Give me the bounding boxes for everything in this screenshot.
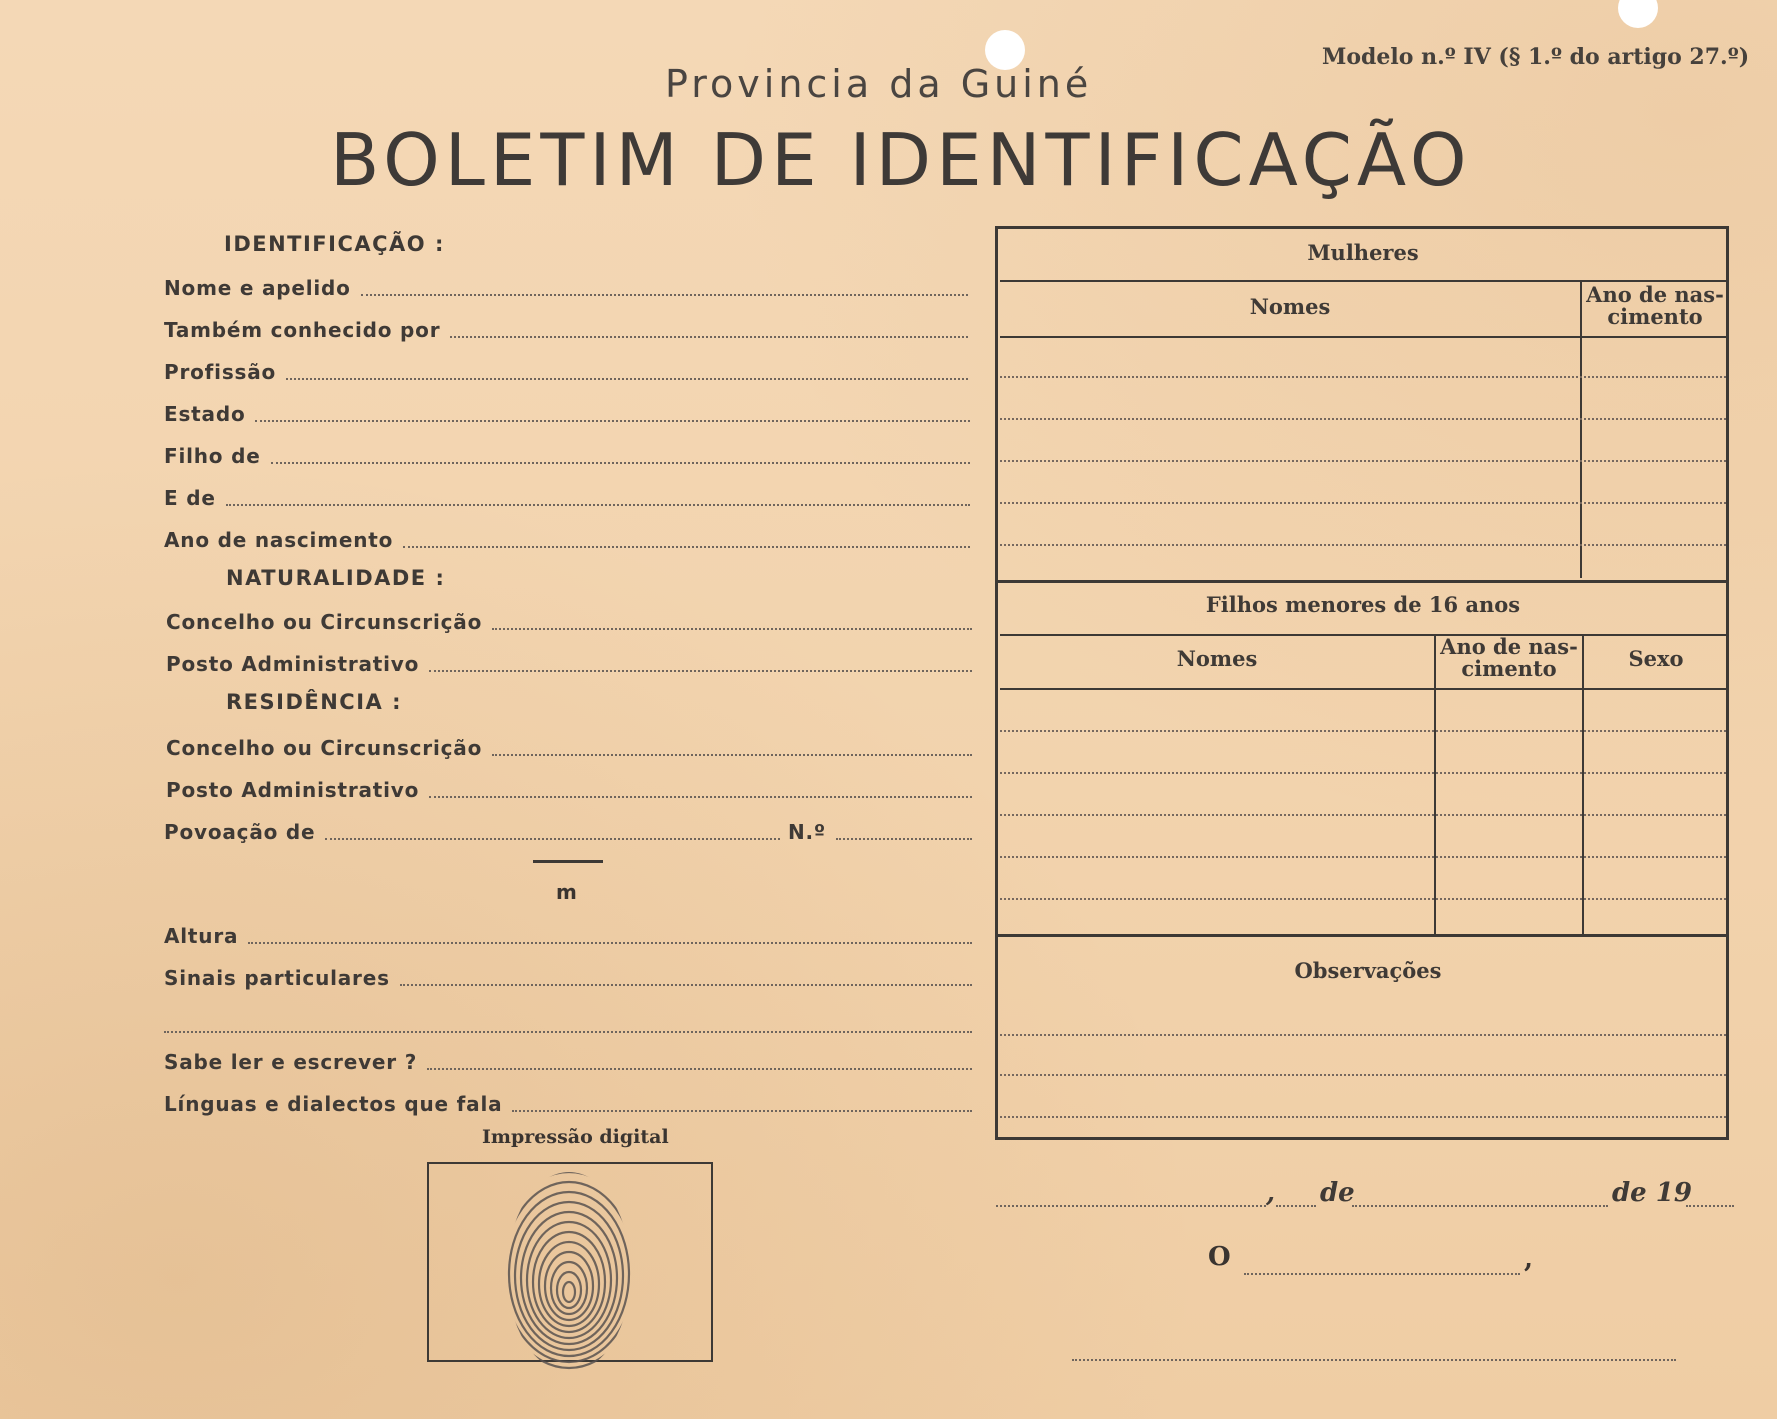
table-rule [1000, 336, 1726, 338]
table-rule [998, 934, 1728, 937]
fingerprint-image [505, 1172, 633, 1402]
field-label: Estado [164, 402, 246, 426]
month-fill-line[interactable] [1352, 1204, 1608, 1207]
table-rule [998, 580, 1728, 583]
fill-line[interactable] [226, 503, 970, 506]
punch-hole [1618, 0, 1658, 28]
field-label: N.º [788, 820, 827, 844]
height-fraction-bar [533, 860, 603, 863]
field-sabe-ler[interactable] [164, 1044, 972, 1074]
field-naturalidade-posto[interactable] [166, 646, 972, 676]
field-estado[interactable] [164, 396, 970, 426]
fill-line[interactable] [361, 293, 968, 296]
field-label: Línguas e dialectos que fala [164, 1092, 503, 1116]
column-header-sexo: Sexo [1628, 646, 1684, 671]
entry-line[interactable] [1000, 730, 1726, 732]
comma-text: , [1524, 1244, 1534, 1274]
province-name: Provincia da Guiné [665, 62, 1093, 106]
height-unit: m [556, 880, 577, 904]
field-conhecido[interactable] [164, 312, 968, 342]
entry-line[interactable] [1000, 1116, 1726, 1118]
column-header-ano-nascimento-filhos: Ano de nas- cimento [1440, 634, 1578, 681]
entry-line[interactable] [1000, 460, 1726, 462]
fill-line[interactable] [450, 335, 968, 338]
field-label: Posto Administrativo [166, 652, 420, 676]
fill-line[interactable] [325, 837, 780, 840]
fill-line[interactable] [271, 461, 970, 464]
field-linguas[interactable] [164, 1086, 972, 1116]
field-residencia-posto[interactable] [166, 772, 972, 802]
fill-line[interactable] [400, 983, 972, 986]
day-fill-line[interactable] [1276, 1204, 1316, 1207]
field-profissao[interactable] [164, 354, 968, 384]
field-nome[interactable] [164, 270, 968, 300]
table-heading-observacoes: Observações [1294, 958, 1442, 983]
date-de-text: de [1320, 1178, 1355, 1208]
fill-line[interactable] [429, 669, 972, 672]
column-header-nomes: Nomes [1249, 294, 1331, 319]
comma-text: , [1266, 1178, 1276, 1208]
table-column-divider [1580, 280, 1582, 578]
entry-line[interactable] [1000, 898, 1726, 900]
field-numero[interactable] [788, 814, 972, 844]
field-residencia-concelho[interactable] [166, 730, 972, 760]
entry-line[interactable] [1000, 1074, 1726, 1076]
table-rule [1000, 634, 1726, 636]
fill-line[interactable] [836, 837, 972, 840]
field-label: Filho de [164, 444, 261, 468]
field-label: Profissão [164, 360, 277, 384]
fingerprint-label: Impressão digital [482, 1126, 669, 1148]
date-year-prefix: de 19 [1612, 1178, 1692, 1208]
entry-line[interactable] [1000, 544, 1726, 546]
field-altura[interactable] [164, 918, 972, 948]
year-fill-line[interactable] [1686, 1204, 1734, 1207]
table-heading-filhos: Filhos menores de 16 anos [1205, 592, 1521, 617]
fill-line[interactable] [492, 627, 972, 630]
fill-line[interactable] [512, 1109, 972, 1112]
field-label: Sabe ler e escrever ? [164, 1050, 418, 1074]
family-table [995, 226, 1729, 1140]
fill-line[interactable] [164, 1030, 972, 1033]
fill-line[interactable] [248, 941, 972, 944]
entry-line[interactable] [1000, 376, 1726, 378]
entry-line[interactable] [1000, 418, 1726, 420]
form-title: BOLETIM DE IDENTIFICAÇÃO [330, 118, 1472, 202]
field-label: Povoação de [164, 820, 316, 844]
table-heading-mulheres: Mulheres [1307, 240, 1419, 265]
entry-line[interactable] [1000, 814, 1726, 816]
column-header-nomes-filhos: Nomes [1176, 646, 1258, 671]
field-label: E de [164, 486, 216, 510]
field-label: Nome e apelido [164, 276, 351, 300]
table-column-divider [1582, 634, 1584, 934]
section-heading-naturalidade: NATURALIDADE : [226, 566, 446, 590]
entry-line[interactable] [1000, 502, 1726, 504]
fill-line[interactable] [403, 545, 970, 548]
field-povoacao[interactable] [164, 814, 780, 844]
entry-line[interactable] [1000, 856, 1726, 858]
field-e-de[interactable] [164, 480, 970, 510]
fill-line[interactable] [255, 419, 970, 422]
field-label: Concelho ou Circunscrição [166, 610, 483, 634]
field-filho-de[interactable] [164, 438, 970, 468]
field-label: Sinais particulares [164, 966, 390, 990]
form-model-number: Modelo n.º IV (§ 1.º do artigo 27.º) [1322, 44, 1750, 70]
official-prefix: O [1208, 1242, 1231, 1272]
table-rule [1000, 688, 1726, 690]
field-label: Concelho ou Circunscrição [166, 736, 483, 760]
fill-line[interactable] [427, 1067, 972, 1070]
entry-line[interactable] [1000, 1034, 1726, 1036]
entry-line[interactable] [1000, 772, 1726, 774]
fill-line[interactable] [492, 753, 972, 756]
section-heading-identificacao: IDENTIFICAÇÃO : [224, 232, 445, 256]
field-naturalidade-concelho[interactable] [166, 604, 972, 634]
field-label: Altura [164, 924, 239, 948]
place-fill-line[interactable] [996, 1204, 1266, 1207]
fill-line[interactable] [286, 377, 968, 380]
field-sinais[interactable] [164, 960, 972, 990]
field-label: Também conhecido por [164, 318, 441, 342]
field-label: Ano de nascimento [164, 528, 394, 552]
fill-line[interactable] [429, 795, 972, 798]
field-label: Posto Administrativo [166, 778, 420, 802]
official-fill-line[interactable] [1244, 1272, 1520, 1275]
signature-line[interactable] [1072, 1358, 1676, 1361]
field-ano-nascimento[interactable] [164, 522, 970, 552]
column-header-ano-nascimento: Ano de nas- cimento [1586, 282, 1724, 329]
section-heading-residencia: RESIDÊNCIA : [226, 690, 402, 714]
table-column-divider [1434, 634, 1436, 934]
